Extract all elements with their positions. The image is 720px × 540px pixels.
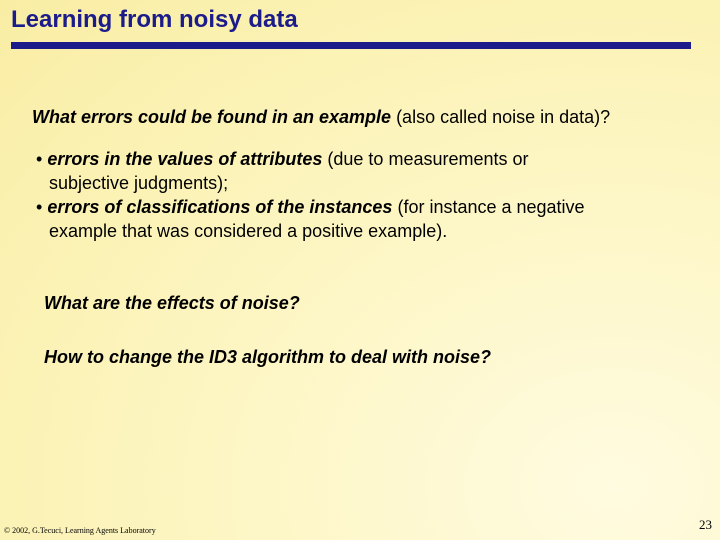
bullet-marker: • — [36, 149, 43, 169]
main-question — [32, 105, 610, 129]
slide-title: Learning from noisy data — [11, 6, 298, 33]
bullet-continuation: example that was considered a positive example). — [49, 221, 448, 241]
bullet-item — [36, 147, 529, 171]
page-number: 23 — [699, 517, 712, 532]
id3-question: How to change the ID3 algorithm to deal with noise? — [44, 347, 492, 367]
main-question-rest: (also called noise in data)? — [391, 107, 611, 127]
bullet-text: (for instance a negative — [392, 197, 585, 217]
bullet-marker: • — [36, 197, 43, 217]
title-underline — [11, 42, 691, 49]
bullet-emphasis: errors of classifications of the instances — [47, 197, 393, 217]
bullet-emphasis: errors in the values of attributes — [47, 149, 323, 169]
bullet-item — [36, 195, 585, 219]
main-question-emphasis: What errors could be found in an example — [32, 107, 392, 127]
bullet-continuation: subjective judgments); — [49, 173, 229, 193]
footer-copyright: © 2002, G.Tecuci, Learning Agents Laboratory — [4, 526, 156, 535]
effects-question: What are the effects of noise? — [44, 293, 300, 313]
bullet-text: (due to measurements or — [322, 149, 529, 169]
